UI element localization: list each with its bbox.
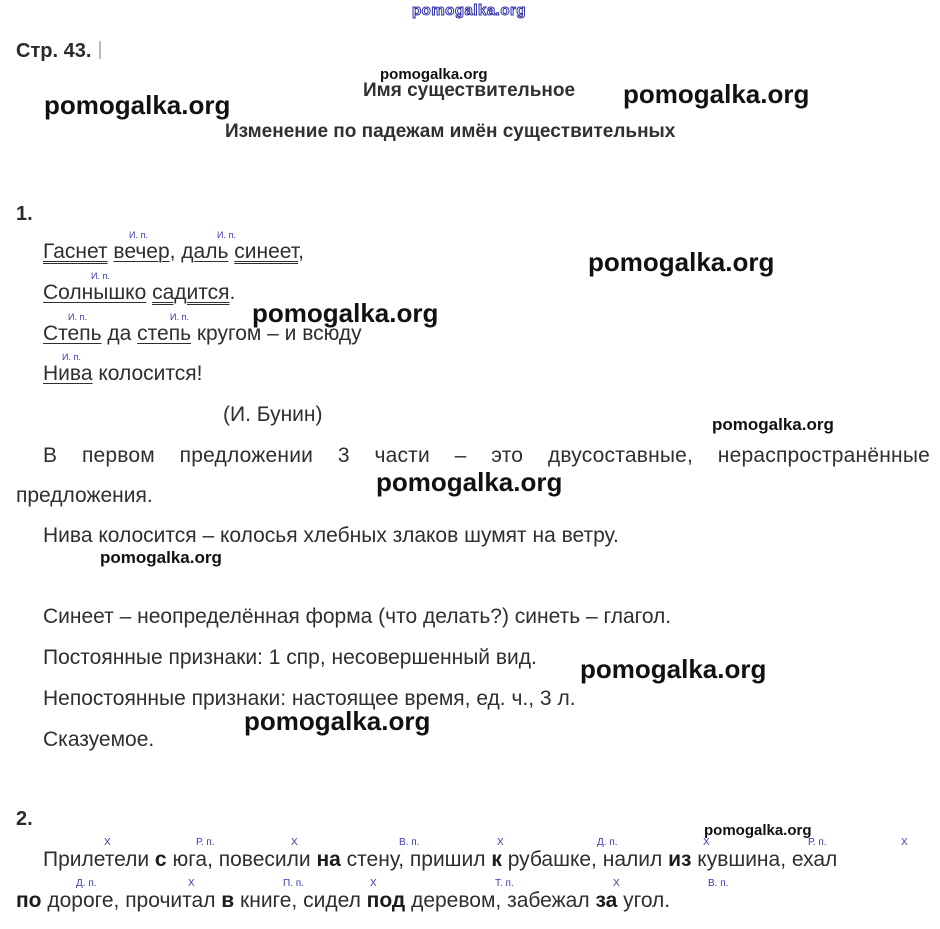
watermark: pomogalka.org [712,415,834,434]
preposition: к [491,848,502,871]
case-mark: Д. п. [76,878,97,889]
poem-line: Солнышко садится. [43,281,236,304]
subject-word: Степь [43,322,102,345]
page-subtitle: Изменение по падежам имён существительных [225,121,676,142]
poem-line: Гаснет вечер, даль синеет, [43,240,304,263]
task-number: 1. [16,203,33,225]
example-text: стену, пришил [340,848,492,871]
example-text: книге, сидел [234,889,367,912]
preposition: по [16,889,42,912]
page-label: Стр. 43. [16,40,101,63]
watermark: pomogalka.org [244,706,431,736]
case-mark: Х [188,878,195,889]
watermark: pomogalka.org [252,298,439,328]
case-mark: Х [613,878,620,889]
poem-line: Степь да степь кругом – и всюду [43,322,362,345]
example-text: угол. [617,889,671,912]
case-mark: В. п. [399,837,420,848]
watermark: pomogalka.org [380,66,488,83]
case-mark: Х [901,837,908,848]
task-number: 2. [16,808,33,830]
watermark: pomogalka.org [588,247,775,277]
subject-word: Нива [43,362,93,385]
case-mark: И. п. [91,271,110,281]
subject-word: вечер [113,240,170,263]
paragraph-line: В первом предложении 3 части – это двусоставные, нераспространённые [43,444,930,467]
example-line [16,889,670,913]
text-line: Нива колосится – колосья хлебных злаков шумят на ветру. [43,524,619,547]
poem-line: Нива колосится! [43,362,203,385]
paragraph-line: предложения. [16,484,153,507]
predicate-word: садится [152,281,230,304]
subject-word: степь [137,322,192,345]
case-mark: Х [370,878,377,889]
example-text: деревом, забежал [405,889,596,912]
watermark: pomogalka.org [376,467,563,497]
preposition: на [316,848,341,871]
text-line: Постоянные признаки: 1 спр, несовершенный вид. [43,646,537,669]
page-title: Имя существительное [363,80,576,101]
watermark: pomogalka.org [704,822,812,839]
watermark: pomogalka.org [580,654,767,684]
text-line: Непостоянные признаки: настоящее время, ед. ч., 3 л. [43,687,576,710]
case-mark: Р. п. [196,837,215,848]
case-mark: И. п. [170,312,189,322]
poem-author: (И. Бунин) [223,403,323,426]
subject-word: Солнышко [43,281,147,304]
example-text: Прилетели [43,848,155,871]
case-mark: Р. п. [808,837,827,848]
case-mark: Д. п. [597,837,618,848]
case-mark: П. п. [283,878,304,889]
preposition: с [154,848,167,871]
case-mark: И. п. [62,352,81,362]
watermark-top: pomogalka.org [412,2,527,19]
example-line [43,848,837,872]
watermark: pomogalka.org [44,90,231,120]
watermark: pomogalka.org [100,548,222,567]
example-text: кувшина, ехал [691,848,838,871]
preposition: в [221,889,235,912]
example-text: юга, повесили [166,848,317,871]
text-line: Синеет – неопределённая форма (что делать?) синеть – глагол. [43,605,672,628]
predicate-word: синеет [234,240,299,263]
case-mark: И. п. [217,230,236,240]
example-text: дороге, прочитал [41,889,222,912]
case-mark: Т. п. [495,878,514,889]
preposition: под [366,889,406,912]
watermark: pomogalka.org [623,79,810,109]
case-mark: Х [104,837,111,848]
preposition: из [668,848,692,871]
text-line: Сказуемое. [43,728,155,751]
case-mark: Х [703,837,710,848]
example-text: рубашке, налил [501,848,669,871]
preposition: за [595,889,618,912]
case-mark: И. п. [68,312,87,322]
case-mark: Х [497,837,504,848]
predicate-word: Гаснет [43,240,108,263]
case-mark: И. п. [129,230,148,240]
case-mark: В. п. [708,878,729,889]
subject-word: даль [181,240,229,263]
case-mark: Х [291,837,298,848]
